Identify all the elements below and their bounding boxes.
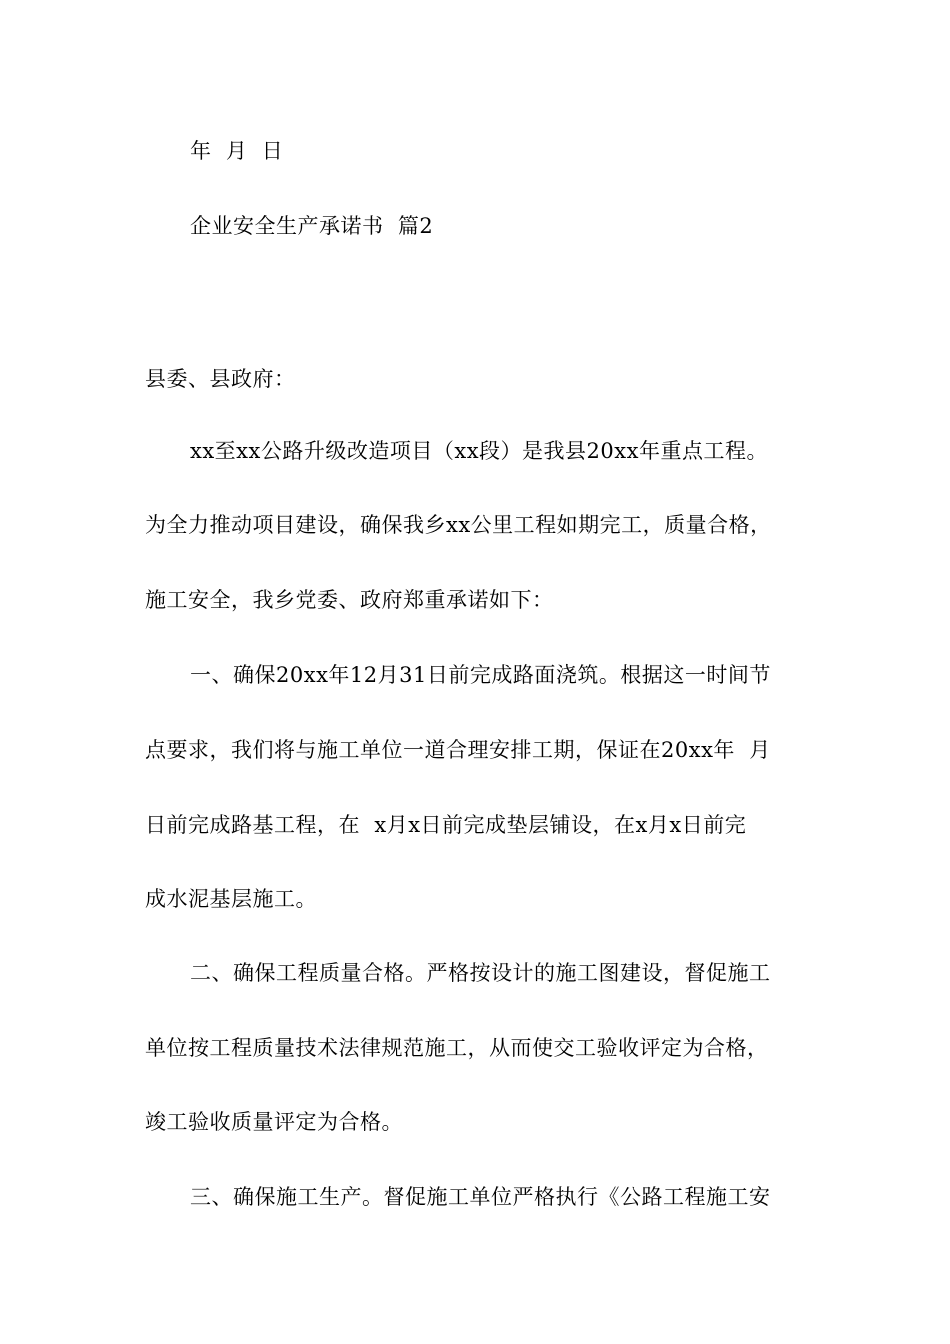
salutation: 县委、县政府： [145,367,296,391]
date-line: 年 月 日 [190,139,284,163]
paragraph-line: 二、确保工程质量合格。严格按设计的施工图建设，督促施工 [190,961,771,985]
paragraph-line: 竣工验收质量评定为合格。 [145,1110,403,1134]
paragraph-line: 点要求，我们将与施工单位一道合理安排工期，保证在20xx年 月 [145,738,771,762]
paragraph-line: 一、确保20xx年12月31日前完成路面浇筑。根据这一时间节 [190,663,771,687]
paragraph-line: 施工安全，我乡党委、政府郑重承诺如下： [145,588,554,612]
section-title: 企业安全生产承诺书 篇2 [190,214,434,238]
paragraph-line: 为全力推动项目建设，确保我乡xx公里工程如期完工，质量合格， [145,513,772,537]
paragraph-line: 成水泥基层施工。 [145,887,317,911]
paragraph-line: 三、确保施工生产。督促施工单位严格执行《公路工程施工安 [190,1185,771,1209]
paragraph-line: xx至xx公路升级改造项目（xx段）是我县20xx年重点工程。 [190,439,768,463]
paragraph-line: 单位按工程质量技术法律规范施工，从而使交工验收评定为合格， [145,1036,769,1060]
paragraph-line: 日前完成路基工程，在 x月x日前完成垫层铺设，在x月x日前完 [145,813,747,837]
